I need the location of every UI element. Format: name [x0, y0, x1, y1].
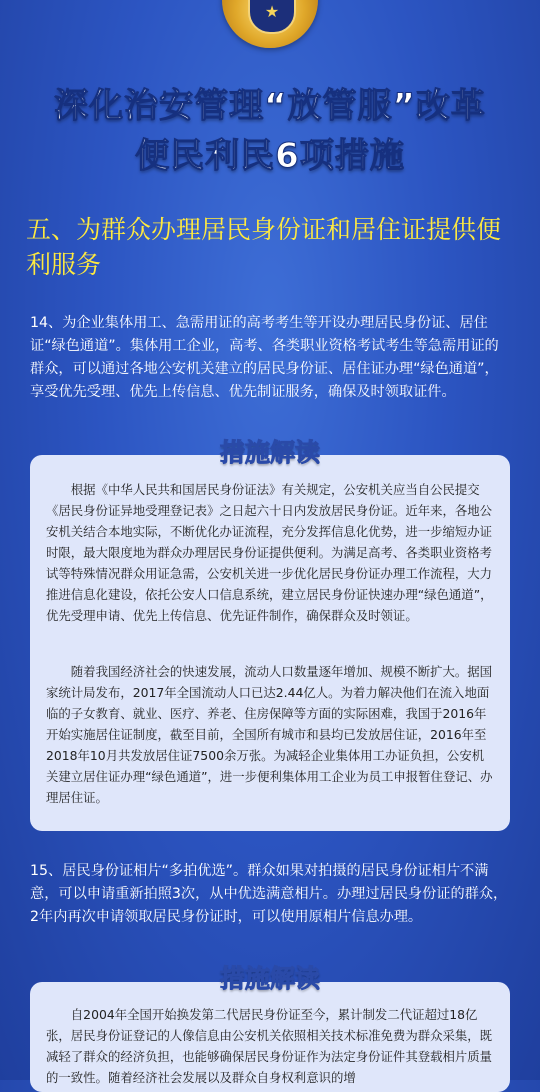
measure-14-reading-badge: 措施解读	[219, 438, 320, 467]
section-heading: 五、为群众办理居民身份证和居住证提供便利服务	[26, 215, 502, 279]
measure-14-reading-paragraph-2: 随着我国经济社会的快速发展，流动人口数量逐年增加、规模不断扩大。据国家统计局发布，2017年全国流动人口已达2.44亿人。为着力解决他们在流入地面临的子女教育、就业、医疗、养老、住房保障等方面的实际困难，我国于2016年开始实施居住证制度，截至目前，全国所有城市和县均已发放居住证，2016年至2018年10月共发放居住证7500余万张。为减轻企业集体用工办证负担，公安机关建立居住证办理“绿色通道”，进一步便利集体用工企业为员工申报暂住登记、办理居住证。	[46, 664, 493, 805]
measure-15-reading-paragraph-1: 自2004年全国开始换发第二代居民身份证至今，累计制发二代证超过18亿张，居民身份证登记的人像信息由公安机关依照相关技术标准免费为群众采集，既减轻了群众的经济负担，也能够确保居民身份证作为法定身份证件其登载相片质量的一致性。随着经济社会发展以及群众自身权利意识的增	[46, 1007, 493, 1085]
page-title-line1: 深化治安管理“放管服”改革	[54, 86, 486, 126]
measure-15-reading-badge: 措施解读	[219, 964, 320, 993]
measure-14-reading-card	[30, 455, 510, 831]
measure-14-reading-paragraph-1: 根据《中华人民共和国居民身份证法》有关规定，公安机关应当自公民提交《居民身份证异地受理登记表》之日起六十日内发放居民身份证。近年来，各地公安机关结合本地实际，不断优化办证流程，充分发挥信息化优势，进一步缩短办证时限，最大限度地为群众办理居民身份证提供便利。为满足高考、各类职业资格考试等特殊情况群众用证急需，公安机关进一步优化居民身份证办理工作流程，大力推进信息化建设，依托公安人口信息系统，建立居民身份证快速办理“绿色通道”，优先受理申请、优先上传信息、优先证件制作，确保群众及时领证。	[46, 482, 493, 623]
measure-15-reading-card	[30, 982, 510, 1092]
measure-14-text: 14、为企业集体用工、急需用证的高考考生等开设办理居民身份证、居住证“绿色通道”。集体用工企业，高考、各类职业资格考试考生等急需用证的群众，可以通过各地公安机关建立的居民身份证、居住证办理“绿色通道”，享受优先受理、优先上传信息、优先制证服务，确保及时领取证件。	[30, 315, 499, 400]
measure-15-text: 15、居民身份证相片“多拍优选”。群众如果对拍摄的居民身份证相片不满意，可以申请重新拍照3次，从中优选满意相片。办理过居民身份证的群众，2年内再次申请领取居民身份证时，可以使用原相片信息办理。	[30, 863, 508, 925]
emblem-shield	[248, 0, 296, 34]
page-title-line2: 便民利民6项措施	[135, 136, 405, 176]
police-emblem-icon	[222, 0, 318, 48]
star-icon: ★	[264, 2, 280, 21]
